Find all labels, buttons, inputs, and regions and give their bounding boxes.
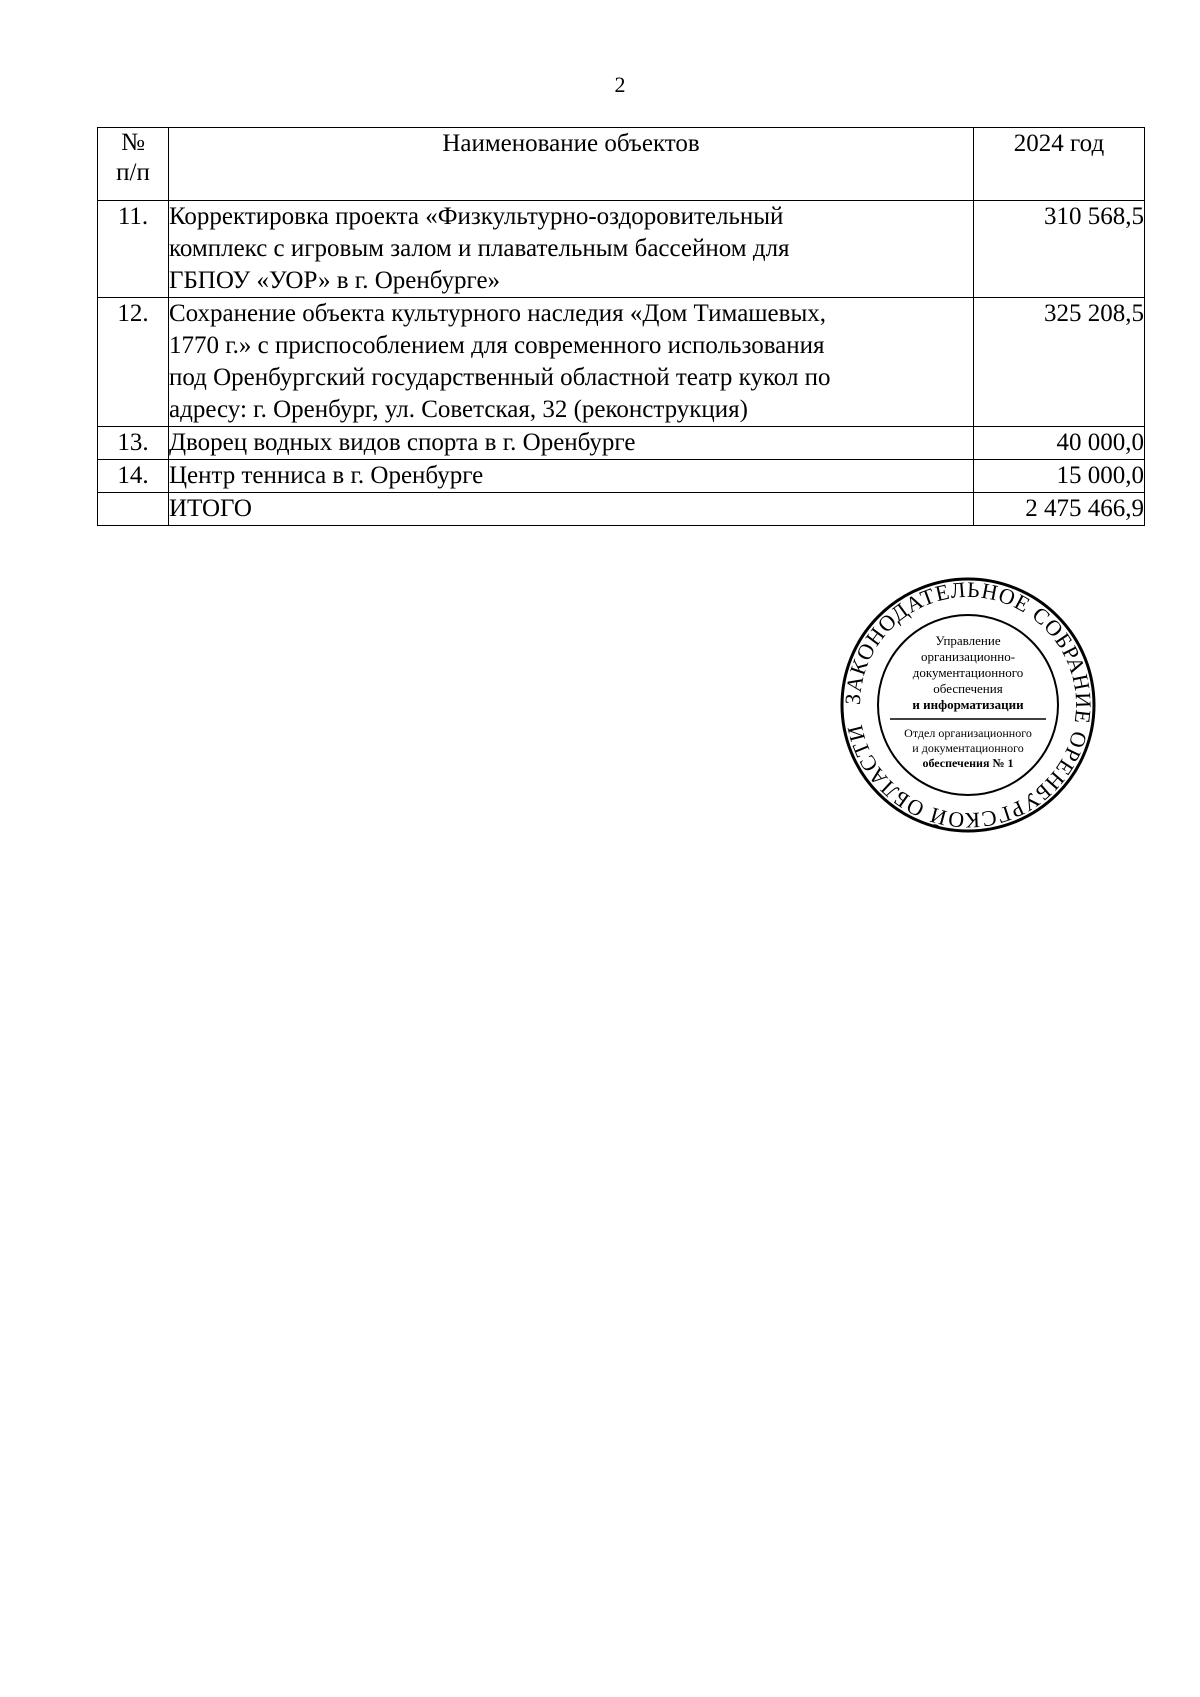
row-value: 15 000,0	[974, 460, 1145, 493]
row-name-line: комплекс с игровым залом и плавательным бассейном для	[169, 235, 790, 262]
header-number-sign: №	[121, 129, 145, 156]
header-year: 2024 год	[974, 128, 1145, 201]
stamp-inner-line: организационно-	[920, 649, 1016, 664]
row-name-line: ГБПОУ «УОР» в г. Оренбурге»	[169, 267, 501, 294]
stamp-dept-line: Отдел организационного	[904, 726, 1032, 740]
row-value: 40 000,0	[974, 427, 1145, 460]
row-value: 325 208,5	[974, 298, 1145, 427]
row-name-line: Центр тенниса в г. Оренбурге	[169, 462, 484, 489]
table-row	[98, 298, 1145, 427]
stamp-inner-line: обеспечения	[933, 681, 1003, 696]
row-name	[169, 298, 974, 427]
row-name-line: 1770 г.» с приспособлением для современного использования	[169, 332, 825, 359]
table-row	[98, 201, 1145, 298]
stamp-inner-line: документационного	[912, 665, 1024, 680]
table-header-row	[98, 128, 1145, 201]
stamp-dept-line: и документационного	[912, 741, 1024, 755]
row-name-line: Сохранение объекта культурного наследия «Дом Тимашевых,	[169, 300, 826, 327]
total-number-empty	[98, 493, 169, 526]
stamp-inner-line: Управление	[935, 633, 1001, 648]
objects-table	[97, 127, 1145, 526]
row-number: 11.	[98, 201, 169, 298]
page-number: 2	[614, 72, 626, 97]
row-name-line: Дворец водных видов спорта в г. Оренбурге	[169, 429, 636, 456]
row-name	[169, 460, 974, 493]
row-number: 14.	[98, 460, 169, 493]
stamp-dept-line: обеспечения № 1	[922, 756, 1014, 770]
official-stamp	[838, 575, 1098, 835]
total-value: 2 475 466,9	[974, 493, 1145, 526]
row-name-line: Корректировка проекта «Физкультурно-оздоровительный	[169, 203, 784, 230]
row-name-line: под Оренбургский государственный областной театр кукол по	[169, 364, 831, 391]
stamp-inner-line: и информатизации	[912, 697, 1024, 712]
row-number: 12.	[98, 298, 169, 427]
total-label: ИТОГО	[169, 493, 974, 526]
header-name: Наименование объектов	[169, 128, 974, 201]
table-row	[98, 460, 1145, 493]
header-number	[98, 128, 169, 201]
stamp-seal-icon	[838, 575, 1098, 835]
stamp-outer-text: ЗАКОНОДАТЕЛЬНОЕ СОБРАНИЕ ОРЕНБУРГСКОЙ ОБЛАСТИ	[839, 576, 1097, 834]
total-row	[98, 493, 1145, 526]
row-name-line: адресу: г. Оренбург, ул. Советская, 32 (реконструкция)	[169, 396, 748, 423]
row-value: 310 568,5	[974, 201, 1145, 298]
header-number-abbr: п/п	[116, 159, 150, 186]
row-name	[169, 427, 974, 460]
row-name	[169, 201, 974, 298]
row-number: 13.	[98, 427, 169, 460]
table-row	[98, 427, 1145, 460]
